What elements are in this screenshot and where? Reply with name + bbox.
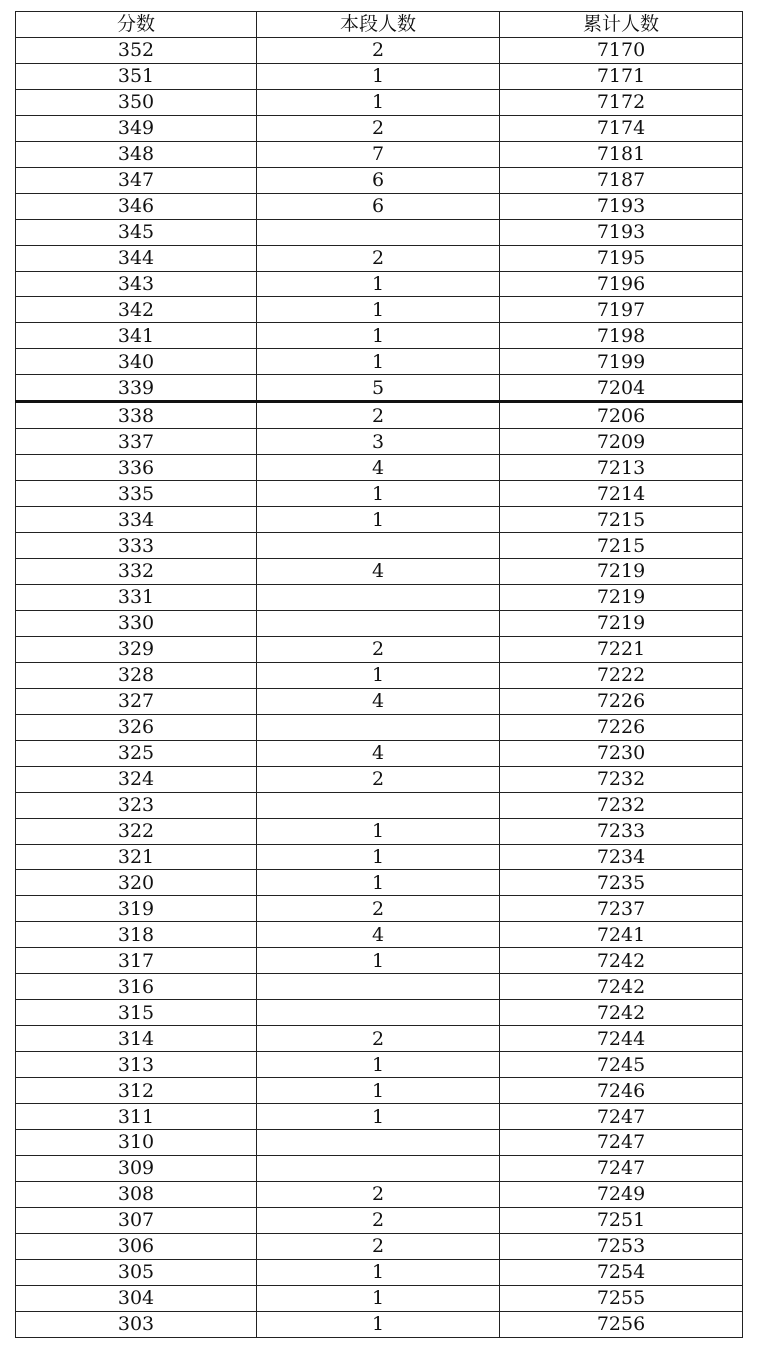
score-cell: 335 — [16, 481, 257, 507]
table-row — [16, 1259, 743, 1285]
score-cell: 352 — [16, 37, 257, 63]
cumulative-count-cell: 7237 — [500, 896, 743, 922]
score-cell: 348 — [16, 141, 257, 167]
segment-count-cell — [257, 219, 500, 245]
segment-count-cell — [257, 1000, 500, 1026]
table-row — [16, 1104, 743, 1130]
table-row — [16, 323, 743, 349]
cumulative-count-cell: 7235 — [500, 870, 743, 896]
segment-count-cell: 2 — [257, 402, 500, 429]
table-row — [16, 1052, 743, 1078]
segment-count-cell — [257, 610, 500, 636]
cumulative-count-cell: 7171 — [500, 63, 743, 89]
segment-count-cell: 4 — [257, 688, 500, 714]
segment-count-cell: 2 — [257, 636, 500, 662]
segment-count-cell: 1 — [257, 662, 500, 688]
score-cell: 330 — [16, 610, 257, 636]
cumulative-count-cell: 7172 — [500, 89, 743, 115]
table-row — [16, 349, 743, 375]
score-cell: 320 — [16, 870, 257, 896]
score-cell: 347 — [16, 167, 257, 193]
segment-count-cell: 6 — [257, 193, 500, 219]
segment-count-cell: 4 — [257, 455, 500, 481]
table-row — [16, 1311, 743, 1337]
table-row — [16, 245, 743, 271]
cumulative-count-cell: 7198 — [500, 323, 743, 349]
table-row — [16, 1181, 743, 1207]
table-row — [16, 1000, 743, 1026]
score-cell: 308 — [16, 1181, 257, 1207]
segment-count-cell: 1 — [257, 1259, 500, 1285]
header-cumulative-count: 累计人数 — [500, 12, 743, 38]
cumulative-count-cell: 7251 — [500, 1207, 743, 1233]
score-cell: 311 — [16, 1104, 257, 1130]
cumulative-count-cell: 7246 — [500, 1078, 743, 1104]
cumulative-count-cell: 7247 — [500, 1104, 743, 1130]
cumulative-count-cell: 7215 — [500, 533, 743, 559]
cumulative-count-cell: 7206 — [500, 402, 743, 429]
score-cell: 328 — [16, 662, 257, 688]
cumulative-count-cell: 7204 — [500, 375, 743, 402]
table-row — [16, 636, 743, 662]
score-cell: 332 — [16, 559, 257, 585]
cumulative-count-cell: 7213 — [500, 455, 743, 481]
score-cell: 323 — [16, 792, 257, 818]
cumulative-count-cell: 7215 — [500, 507, 743, 533]
cumulative-count-cell: 7187 — [500, 167, 743, 193]
table-row — [16, 141, 743, 167]
segment-count-cell: 1 — [257, 323, 500, 349]
cumulative-count-cell: 7214 — [500, 481, 743, 507]
segment-count-cell: 6 — [257, 167, 500, 193]
score-cell: 307 — [16, 1207, 257, 1233]
score-cell: 333 — [16, 533, 257, 559]
table-row — [16, 559, 743, 585]
table-row — [16, 844, 743, 870]
cumulative-count-cell: 7219 — [500, 584, 743, 610]
score-cell: 341 — [16, 323, 257, 349]
table-row — [16, 507, 743, 533]
segment-count-cell — [257, 1129, 500, 1155]
header-segment-count: 本段人数 — [257, 12, 500, 38]
score-cell: 338 — [16, 402, 257, 429]
score-cell: 345 — [16, 219, 257, 245]
table-row — [16, 297, 743, 323]
score-cell: 319 — [16, 896, 257, 922]
cumulative-count-cell: 7219 — [500, 610, 743, 636]
score-cell: 324 — [16, 766, 257, 792]
segment-count-cell: 1 — [257, 481, 500, 507]
score-cell: 343 — [16, 271, 257, 297]
table-row — [16, 818, 743, 844]
segment-count-cell: 1 — [257, 1285, 500, 1311]
table-row — [16, 37, 743, 63]
table-row — [16, 584, 743, 610]
table-row — [16, 429, 743, 455]
segment-count-cell: 1 — [257, 1104, 500, 1130]
score-cell: 327 — [16, 688, 257, 714]
table-row — [16, 974, 743, 1000]
cumulative-count-cell: 7196 — [500, 271, 743, 297]
cumulative-count-cell: 7193 — [500, 219, 743, 245]
cumulative-count-cell: 7247 — [500, 1129, 743, 1155]
cumulative-count-cell: 7222 — [500, 662, 743, 688]
cumulative-count-cell: 7232 — [500, 766, 743, 792]
segment-count-cell: 1 — [257, 1052, 500, 1078]
segment-count-cell: 1 — [257, 1078, 500, 1104]
table-row — [16, 610, 743, 636]
cumulative-count-cell: 7247 — [500, 1155, 743, 1181]
cumulative-count-cell: 7197 — [500, 297, 743, 323]
cumulative-count-cell: 7253 — [500, 1233, 743, 1259]
segment-count-cell: 2 — [257, 896, 500, 922]
table-row — [16, 1026, 743, 1052]
segment-count-cell: 1 — [257, 507, 500, 533]
table-body — [16, 37, 743, 1337]
table-row — [16, 375, 743, 402]
cumulative-count-cell: 7174 — [500, 115, 743, 141]
segment-count-cell — [257, 533, 500, 559]
score-cell: 329 — [16, 636, 257, 662]
table-row — [16, 870, 743, 896]
segment-count-cell — [257, 714, 500, 740]
cumulative-count-cell: 7219 — [500, 559, 743, 585]
score-cell: 312 — [16, 1078, 257, 1104]
table-row — [16, 481, 743, 507]
segment-count-cell: 2 — [257, 1207, 500, 1233]
cumulative-count-cell: 7249 — [500, 1181, 743, 1207]
segment-count-cell: 2 — [257, 766, 500, 792]
score-cell: 351 — [16, 63, 257, 89]
table-row — [16, 115, 743, 141]
segment-count-cell: 1 — [257, 844, 500, 870]
cumulative-count-cell: 7244 — [500, 1026, 743, 1052]
score-cell: 334 — [16, 507, 257, 533]
score-distribution-table — [15, 11, 743, 1338]
table-row — [16, 1285, 743, 1311]
cumulative-count-cell: 7241 — [500, 922, 743, 948]
cumulative-count-cell: 7255 — [500, 1285, 743, 1311]
cumulative-count-cell: 7245 — [500, 1052, 743, 1078]
score-cell: 350 — [16, 89, 257, 115]
score-cell: 339 — [16, 375, 257, 402]
score-cell: 303 — [16, 1311, 257, 1337]
cumulative-count-cell: 7232 — [500, 792, 743, 818]
segment-count-cell: 4 — [257, 922, 500, 948]
table-row — [16, 714, 743, 740]
table-row — [16, 63, 743, 89]
table-row — [16, 1207, 743, 1233]
segment-count-cell: 4 — [257, 740, 500, 766]
cumulative-count-cell: 7242 — [500, 974, 743, 1000]
score-cell: 305 — [16, 1259, 257, 1285]
table-row — [16, 1233, 743, 1259]
cumulative-count-cell: 7234 — [500, 844, 743, 870]
segment-count-cell: 2 — [257, 1181, 500, 1207]
table-row — [16, 1155, 743, 1181]
table-row — [16, 167, 743, 193]
segment-count-cell: 1 — [257, 63, 500, 89]
table-row — [16, 89, 743, 115]
score-cell: 321 — [16, 844, 257, 870]
score-cell: 337 — [16, 429, 257, 455]
header-row — [16, 12, 743, 38]
segment-count-cell: 1 — [257, 818, 500, 844]
score-cell: 315 — [16, 1000, 257, 1026]
cumulative-count-cell: 7195 — [500, 245, 743, 271]
table-row — [16, 455, 743, 481]
segment-count-cell — [257, 584, 500, 610]
score-cell: 346 — [16, 193, 257, 219]
score-cell: 326 — [16, 714, 257, 740]
segment-count-cell: 1 — [257, 89, 500, 115]
header-score: 分数 — [16, 12, 257, 38]
table-row — [16, 896, 743, 922]
score-cell: 313 — [16, 1052, 257, 1078]
table-row — [16, 1078, 743, 1104]
cumulative-count-cell: 7242 — [500, 1000, 743, 1026]
score-cell: 344 — [16, 245, 257, 271]
score-cell: 304 — [16, 1285, 257, 1311]
table-row — [16, 533, 743, 559]
segment-count-cell: 1 — [257, 297, 500, 323]
cumulative-count-cell: 7221 — [500, 636, 743, 662]
segment-count-cell: 7 — [257, 141, 500, 167]
segment-count-cell: 4 — [257, 559, 500, 585]
table-row — [16, 662, 743, 688]
segment-count-cell: 1 — [257, 1311, 500, 1337]
cumulative-count-cell: 7209 — [500, 429, 743, 455]
cumulative-count-cell: 7193 — [500, 193, 743, 219]
score-cell: 318 — [16, 922, 257, 948]
table-row — [16, 1129, 743, 1155]
score-cell: 349 — [16, 115, 257, 141]
cumulative-count-cell: 7199 — [500, 349, 743, 375]
score-cell: 336 — [16, 455, 257, 481]
segment-count-cell: 2 — [257, 115, 500, 141]
segment-count-cell: 3 — [257, 429, 500, 455]
segment-count-cell: 2 — [257, 37, 500, 63]
cumulative-count-cell: 7226 — [500, 714, 743, 740]
score-cell: 340 — [16, 349, 257, 375]
table-row — [16, 688, 743, 714]
table-row — [16, 740, 743, 766]
cumulative-count-cell: 7242 — [500, 948, 743, 974]
table-row — [16, 271, 743, 297]
score-cell: 331 — [16, 584, 257, 610]
score-cell: 309 — [16, 1155, 257, 1181]
score-cell: 325 — [16, 740, 257, 766]
cumulative-count-cell: 7230 — [500, 740, 743, 766]
table-row — [16, 766, 743, 792]
cumulative-count-cell: 7170 — [500, 37, 743, 63]
cumulative-count-cell: 7233 — [500, 818, 743, 844]
segment-count-cell: 2 — [257, 245, 500, 271]
score-cell: 310 — [16, 1129, 257, 1155]
score-cell: 314 — [16, 1026, 257, 1052]
score-cell: 316 — [16, 974, 257, 1000]
table-row — [16, 219, 743, 245]
segment-count-cell — [257, 974, 500, 1000]
table-row — [16, 402, 743, 429]
segment-count-cell — [257, 792, 500, 818]
cumulative-count-cell: 7226 — [500, 688, 743, 714]
segment-count-cell: 1 — [257, 948, 500, 974]
segment-count-cell: 1 — [257, 870, 500, 896]
cumulative-count-cell: 7256 — [500, 1311, 743, 1337]
cumulative-count-cell: 7181 — [500, 141, 743, 167]
score-cell: 306 — [16, 1233, 257, 1259]
segment-count-cell: 2 — [257, 1026, 500, 1052]
segment-count-cell: 2 — [257, 1233, 500, 1259]
table-row — [16, 948, 743, 974]
cumulative-count-cell: 7254 — [500, 1259, 743, 1285]
score-cell: 322 — [16, 818, 257, 844]
table-row — [16, 193, 743, 219]
table-row — [16, 922, 743, 948]
segment-count-cell: 5 — [257, 375, 500, 402]
segment-count-cell: 1 — [257, 349, 500, 375]
table-row — [16, 792, 743, 818]
segment-count-cell: 1 — [257, 271, 500, 297]
score-cell: 317 — [16, 948, 257, 974]
score-cell: 342 — [16, 297, 257, 323]
segment-count-cell — [257, 1155, 500, 1181]
